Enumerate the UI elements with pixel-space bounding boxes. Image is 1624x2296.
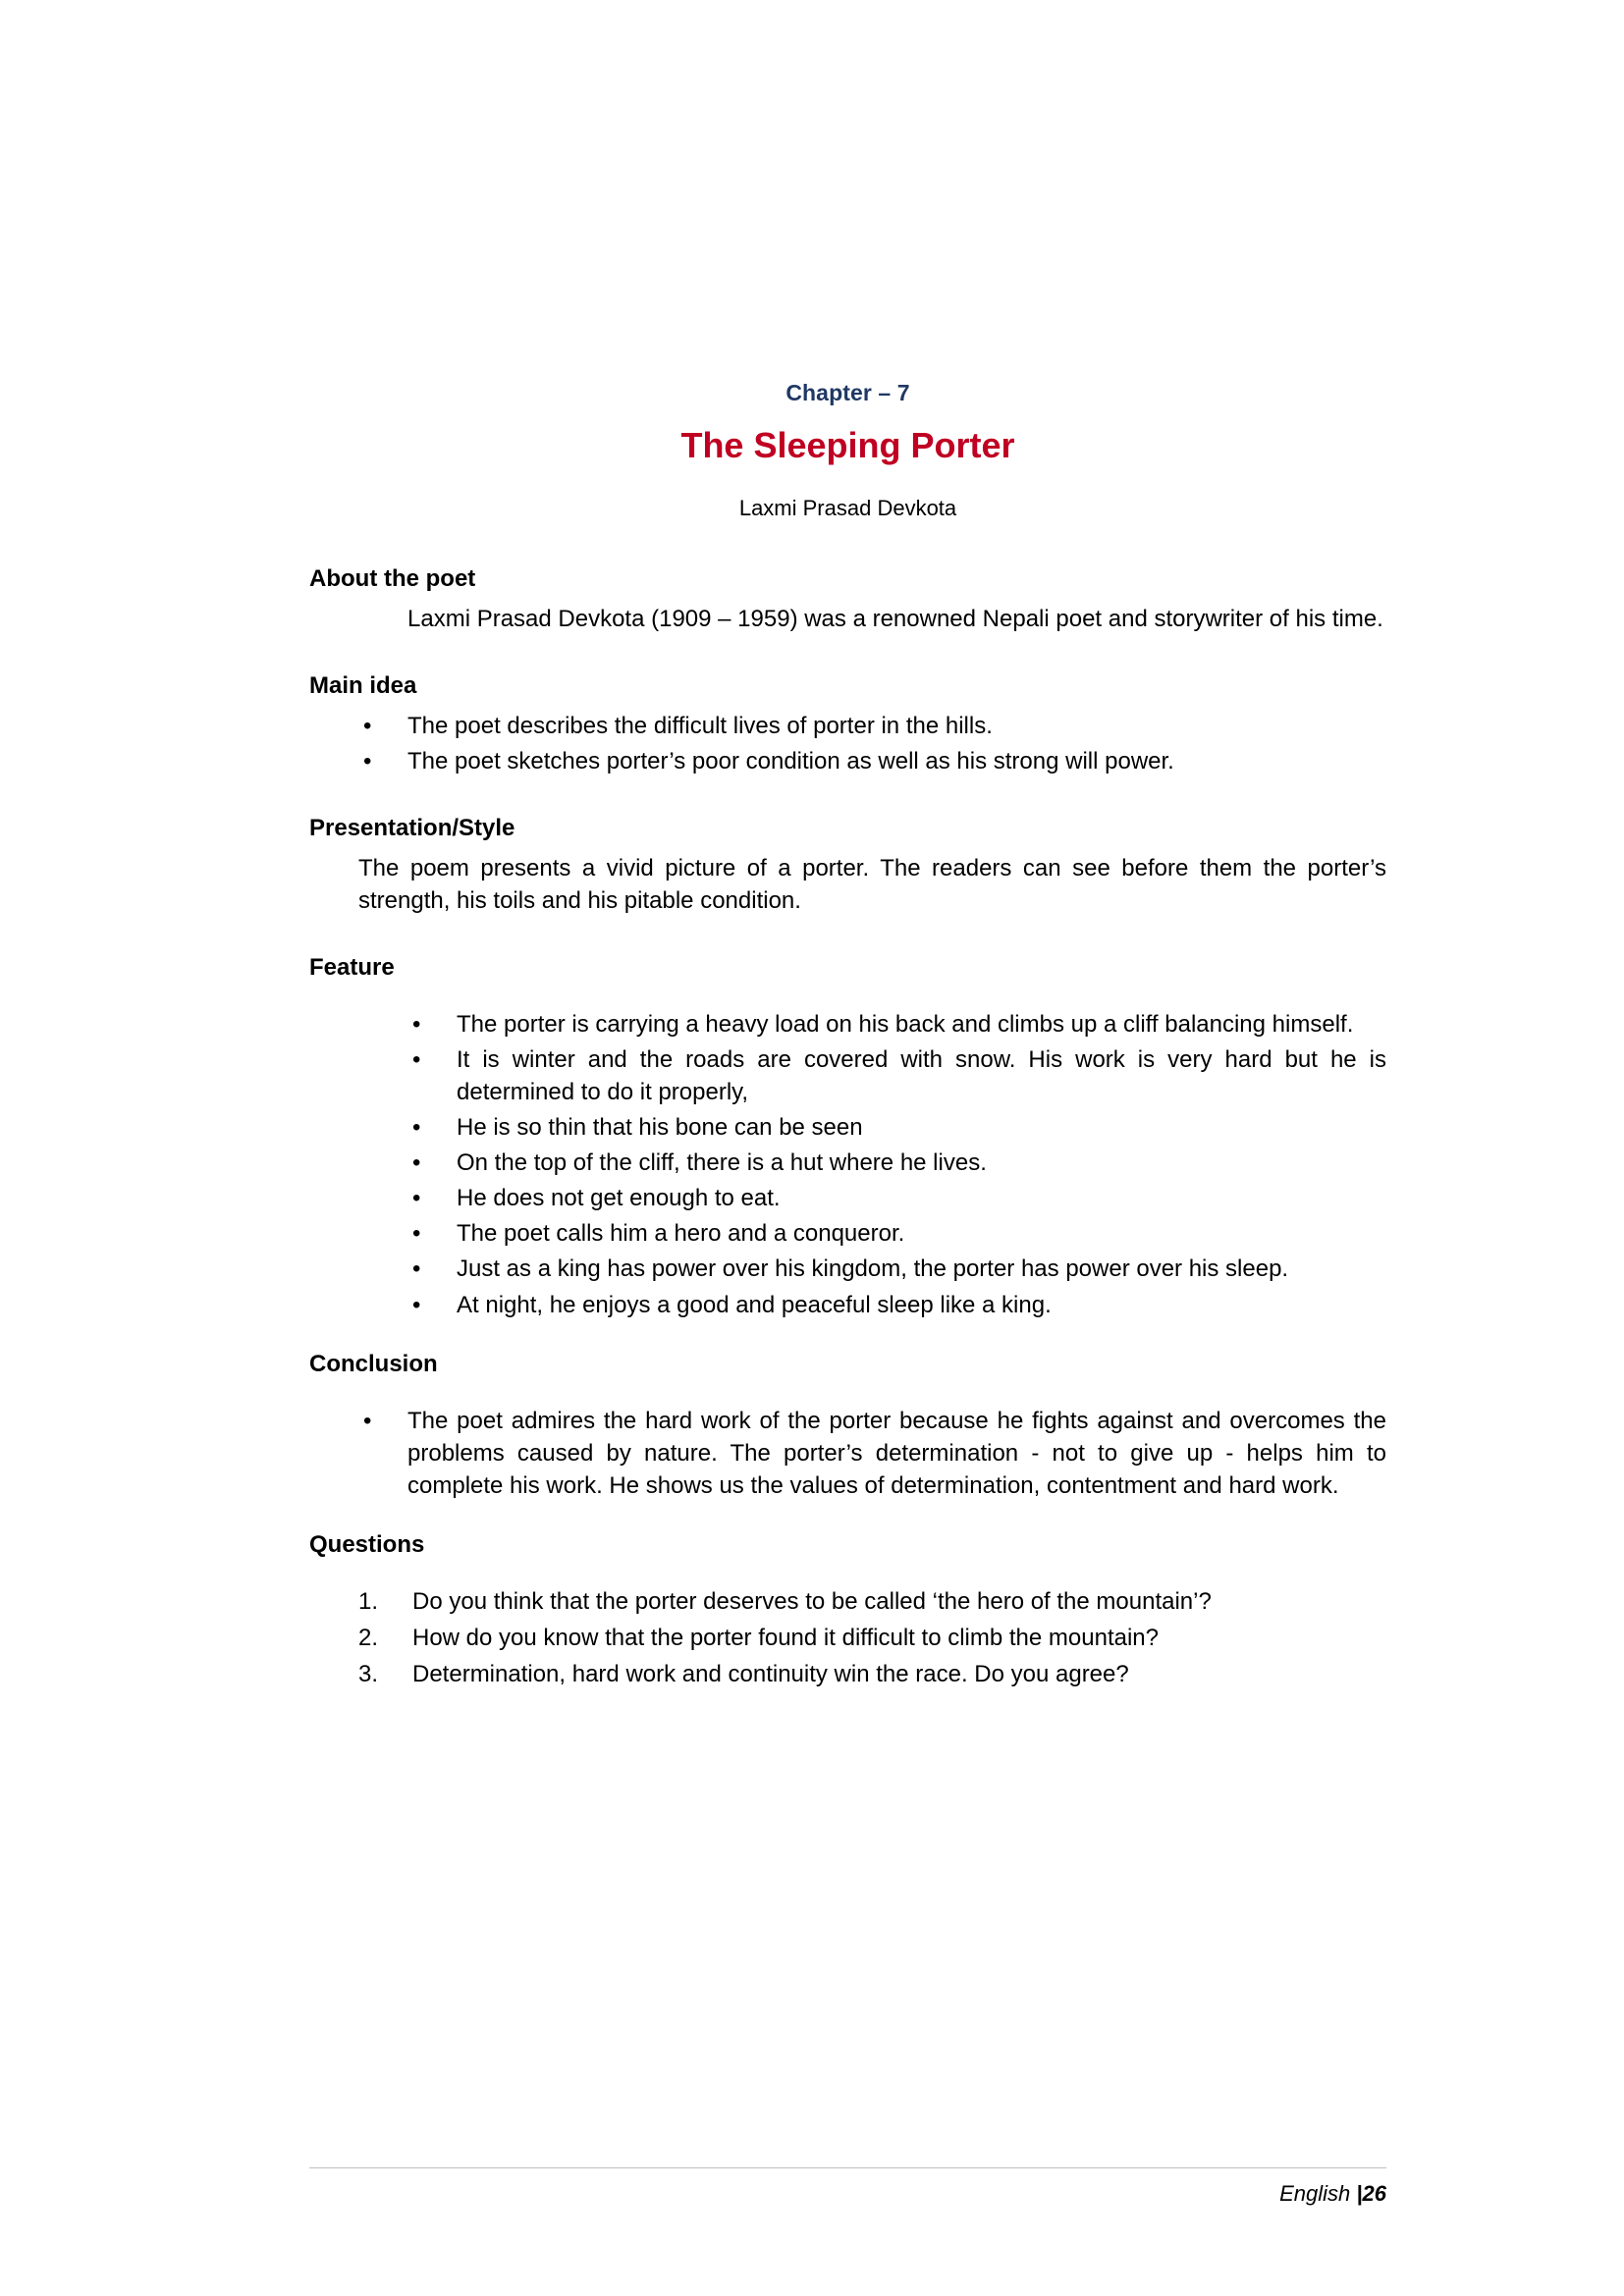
author-name: Laxmi Prasad Devkota [738, 495, 957, 520]
bullet-icon: • [412, 1185, 421, 1212]
list-item-text: Determination, hard work and continuity win the race. Do you agree? [412, 1660, 1129, 1687]
list-item-text: The poet describes the difficult lives of porter in the hills. [407, 712, 993, 739]
list-item-number: 3. [358, 1660, 379, 1687]
footer-subject: English [1279, 2181, 1351, 2206]
section-heading-feature: Feature [309, 953, 395, 981]
bullet-icon: • [412, 1114, 421, 1142]
page-footer [309, 2181, 1386, 2207]
footer-separator: | [1356, 2181, 1363, 2206]
section-heading-about-the-poet: About the poet [309, 564, 476, 592]
list-item [309, 710, 1386, 742]
page-title: The Sleeping Porter [680, 425, 1015, 466]
section-heading-main-idea: Main idea [309, 671, 417, 699]
list-item-text: The porter is carrying a heavy load on his back and climbs up a cliff balancing himself. [457, 1010, 1354, 1038]
list-item-text: Just as a king has power over his kingdom, the porter has power over his sleep. [457, 1255, 1289, 1283]
spacer [309, 1569, 1386, 1585]
main-idea-bullet-list [309, 710, 1386, 777]
footer-page-number: 26 [1362, 2181, 1386, 2206]
list-item-text: The poet admires the hard work of the porter because he fights against and overcomes the problems caused by nature. The porter’s determination - not to give up - helps him to complete his work. He shows us the values of determination, contentment and hard work. [407, 1407, 1386, 1499]
list-item-text: On the top of the cliff, there is a hut where he lives. [457, 1149, 987, 1177]
list-item-text: At night, he enjoys a good and peaceful sleep like a king. [457, 1291, 1052, 1318]
spacer [309, 991, 1386, 1008]
conclusion-bullet-list [309, 1405, 1386, 1502]
list-item-text: The poet sketches porter’s poor condition as well as his strong will power. [407, 747, 1174, 774]
list-item [309, 1111, 1386, 1144]
spacer [309, 635, 1386, 672]
list-item-text: Do you think that the porter deserves to be called ‘the hero of the mountain’? [412, 1587, 1212, 1615]
section-heading-questions: Questions [309, 1530, 425, 1558]
list-item-text: The poet calls him a hero and a conqueror. [457, 1220, 905, 1248]
spacer [309, 777, 1386, 815]
list-item [309, 1289, 1386, 1321]
bullet-icon: • [412, 1291, 421, 1318]
list-item [309, 1253, 1386, 1285]
list-item [309, 745, 1386, 777]
bullet-icon: • [363, 712, 372, 739]
footer-divider [309, 2167, 1386, 2168]
list-item-number: 1. [358, 1587, 379, 1615]
list-item [309, 1008, 1386, 1041]
list-item-text: He is so thin that his bone can be seen [457, 1114, 863, 1142]
bullet-icon: • [412, 1010, 421, 1038]
spacer [309, 1321, 1386, 1351]
section-heading-presentation-style: Presentation/Style [309, 814, 515, 841]
list-item [309, 1622, 1386, 1654]
spacer [309, 1502, 1386, 1531]
bullet-icon: • [412, 1045, 421, 1073]
presentation-style-paragraph: The poem presents a vivid picture of a porter. The readers can see before them the porter’s strength, his toils and his pitable condition. [358, 854, 1386, 914]
list-item [309, 1405, 1386, 1502]
list-item-text: How do you know that the porter found it difficult to climb the mountain? [412, 1624, 1159, 1651]
list-item [309, 1043, 1386, 1108]
bullet-icon: • [412, 1255, 421, 1283]
spacer [309, 917, 1386, 954]
feature-bullet-list [309, 1008, 1386, 1321]
about-the-poet-paragraph: Laxmi Prasad Devkota (1909 – 1959) was a renowned Nepali poet and storywriter of his time. [407, 605, 1383, 632]
list-item-number: 2. [358, 1624, 379, 1651]
list-item [309, 1217, 1386, 1250]
questions-list [309, 1585, 1386, 1690]
bullet-icon: • [363, 1407, 372, 1434]
bullet-icon: • [412, 1149, 421, 1177]
list-item [309, 1182, 1386, 1214]
list-item [309, 1147, 1386, 1179]
bullet-icon: • [412, 1220, 421, 1248]
spacer [309, 1388, 1386, 1405]
list-item [309, 1658, 1386, 1690]
top-margin-spacer [309, 0, 1386, 381]
list-item [309, 1585, 1386, 1618]
section-heading-conclusion: Conclusion [309, 1350, 438, 1377]
chapter-label: Chapter – 7 [785, 380, 910, 405]
list-item-text: It is winter and the roads are covered with snow. His work is very hard but he is determined to do it properly, [457, 1045, 1386, 1105]
page-content [309, 0, 1386, 1694]
list-item-text: He does not get enough to eat. [457, 1185, 781, 1212]
bullet-icon: • [363, 747, 372, 774]
